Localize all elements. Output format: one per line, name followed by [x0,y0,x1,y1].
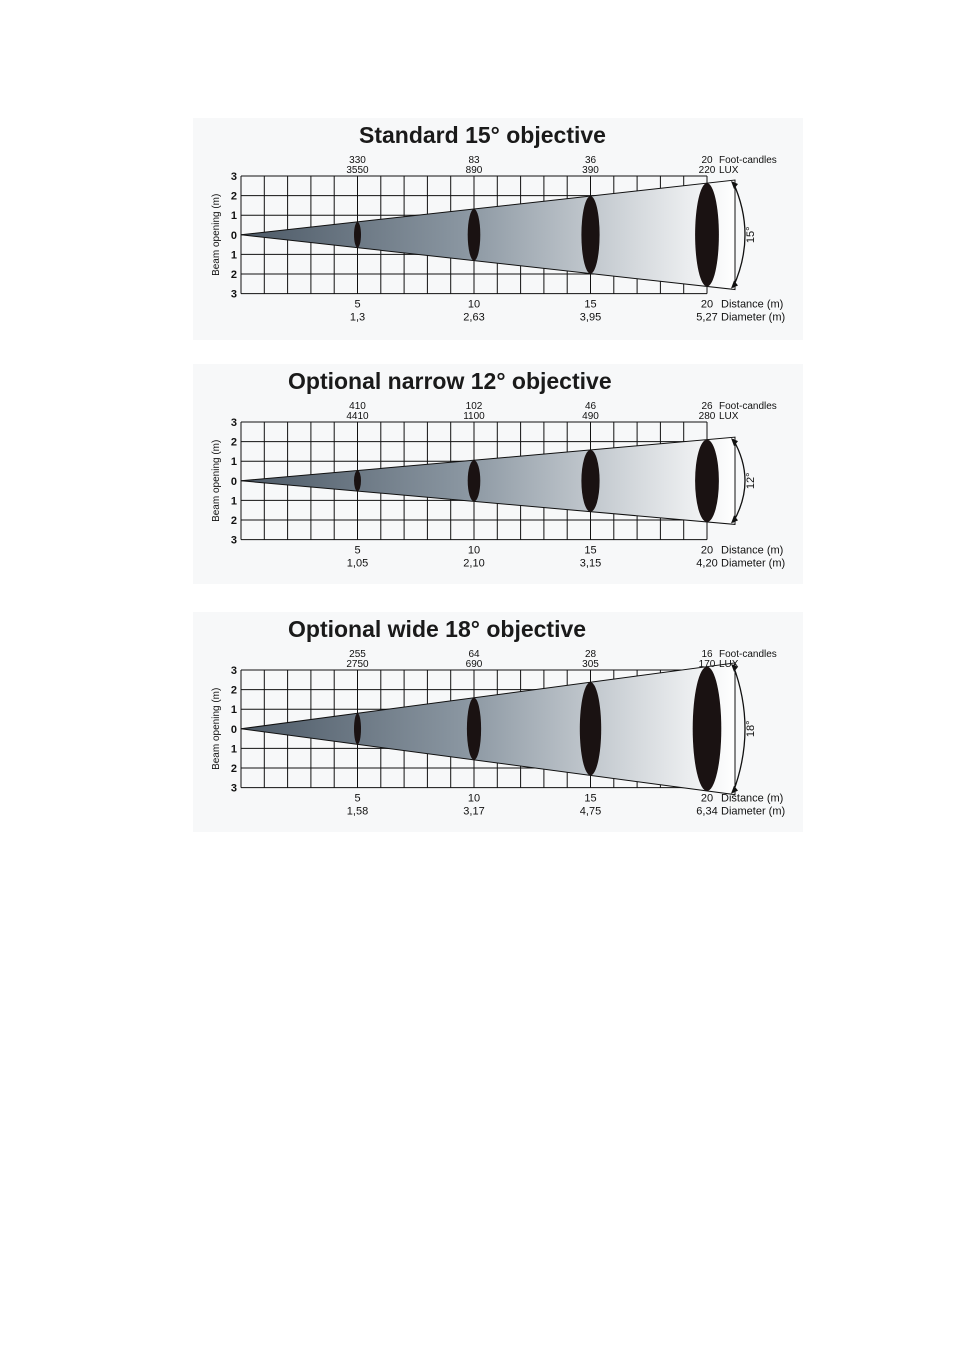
y-axis-label: Beam opening (m) [211,193,222,276]
beam-angle-label: 18° [745,720,757,738]
beam-angle-label: 15° [745,226,757,244]
diameter-value: 3,15 [579,557,602,570]
foot-candles-value: 46 [584,401,597,412]
distance-value: 10 [467,298,481,311]
diagram-title: Standard 15° objective [359,122,606,148]
beam-diagram [193,364,803,584]
y-tick-label: 2 [230,436,237,449]
distance-value: 10 [467,792,481,805]
lux-value: 280 [698,411,716,422]
y-axis-label: Beam opening (m) [211,687,222,770]
lux-value: 490 [582,411,599,422]
y-tick-label: 3 [230,665,237,677]
distance-value: 5 [354,298,361,311]
lux-value: 4410 [346,411,369,422]
diagram-standard-15 [193,118,803,340]
diameter-label: Diameter (m) [721,805,786,818]
foot-candles-value: 330 [349,155,366,166]
diameter-value: 5,27 [696,311,718,324]
diameter-value: 6,34 [696,805,718,818]
foot-candles-label: Foot-candles [719,155,777,166]
lux-value: 390 [582,165,599,176]
foot-candles-value: 255 [349,649,366,660]
diameter-value: 4,20 [696,557,718,570]
distance-value: 5 [354,544,361,557]
distance-label: Distance (m) [721,792,784,805]
y-tick-label: 3 [230,288,237,301]
lux-value: 2750 [346,659,369,670]
beam-diagram [193,118,803,340]
diameter-value: 3,17 [463,805,485,818]
diameter-value: 2,10 [463,557,485,570]
diameter-value: 3,95 [579,311,602,324]
y-tick-label: 3 [230,171,237,183]
lux-value: 170 [698,659,716,670]
beam-spot-ellipse [581,196,599,273]
beam-spot-ellipse [354,222,361,247]
light-beam-cone [241,437,735,524]
y-tick-label: 1 [230,456,237,469]
beam-spot-ellipse [354,713,361,744]
y-tick-label: 2 [230,515,237,527]
y-tick-label: 0 [230,475,237,488]
y-tick-label: 1 [230,743,237,756]
beam-spot-ellipse [354,471,361,492]
distance-value: 20 [700,298,714,311]
distance-value: 15 [584,792,597,805]
foot-candles-label: Foot-candles [719,649,777,660]
y-tick-label: 3 [230,534,237,547]
lux-value: 690 [465,659,483,670]
beam-diagram [193,612,803,832]
beam-spot-ellipse [467,698,481,760]
light-beam-cone [241,180,735,289]
y-tick-label: 1 [230,249,237,262]
beam-spot-ellipse [695,440,719,522]
lux-label: LUX [719,165,739,176]
diagram-narrow-12 [193,364,803,584]
distance-value: 10 [467,544,481,557]
y-tick-label: 2 [230,269,237,281]
distance-value: 5 [354,792,361,805]
lux-value: 220 [698,165,716,176]
y-tick-label: 3 [230,782,237,795]
distance-value: 20 [700,792,714,805]
foot-candles-value: 20 [701,155,713,166]
diameter-value: 1,58 [346,805,369,818]
diagram-title: Optional narrow 12° objective [288,368,612,394]
diagram-wide-18 [193,612,803,832]
y-tick-label: 3 [230,417,237,429]
y-tick-label: 1 [230,210,237,223]
foot-candles-value: 26 [701,401,713,412]
distance-value: 20 [700,544,714,557]
y-tick-label: 2 [230,190,237,203]
foot-candles-value: 36 [584,155,597,166]
beam-spot-ellipse [695,183,719,286]
lux-label: LUX [719,659,739,670]
light-beam-cone [241,663,735,795]
beam-spot-ellipse [468,460,481,501]
distance-label: Distance (m) [721,298,784,311]
distance-label: Distance (m) [721,544,784,557]
lux-value: 305 [582,659,599,670]
foot-candles-label: Foot-candles [719,401,777,412]
y-tick-label: 0 [230,723,237,736]
y-tick-label: 0 [230,229,237,242]
distance-value: 15 [584,544,597,557]
foot-candles-value: 83 [468,155,480,166]
y-tick-label: 2 [230,684,237,697]
lux-value: 890 [465,165,483,176]
beam-spot-ellipse [581,450,599,512]
distance-value: 15 [584,298,597,311]
diameter-value: 1,3 [349,311,366,324]
lux-value: 3550 [346,165,369,176]
y-axis-label: Beam opening (m) [211,439,222,522]
beam-spot-ellipse [580,682,601,775]
diameter-label: Diameter (m) [721,557,786,570]
foot-candles-value: 102 [465,401,483,412]
diameter-value: 4,75 [579,805,602,818]
diagram-title: Optional wide 18° objective [288,616,587,642]
y-tick-label: 1 [230,704,237,717]
diameter-value: 1,05 [346,557,369,570]
diameter-label: Diameter (m) [721,311,786,324]
beam-angle-label: 12° [745,472,757,490]
foot-candles-value: 16 [701,649,713,660]
diameter-value: 2,63 [463,311,485,324]
lux-value: 1100 [463,411,485,422]
foot-candles-value: 64 [468,649,480,660]
y-tick-label: 1 [230,495,237,508]
foot-candles-value: 28 [584,649,597,660]
beam-spot-ellipse [468,209,481,261]
y-tick-label: 2 [230,763,237,775]
foot-candles-value: 410 [349,401,366,412]
lux-label: LUX [719,411,739,422]
beam-spot-ellipse [693,667,722,791]
